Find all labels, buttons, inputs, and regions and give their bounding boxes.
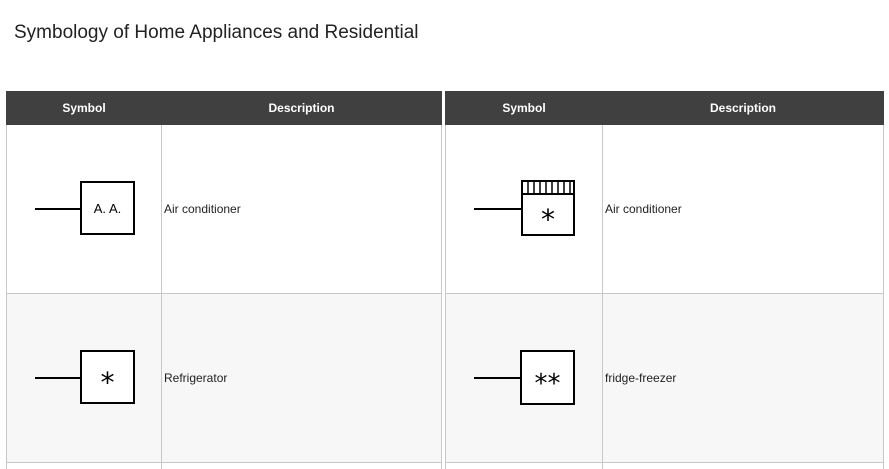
table-header-row — [446, 92, 884, 125]
description-text: Air conditioner — [605, 202, 682, 216]
air-conditioner-aa-symbol-icon — [7, 125, 162, 293]
description-cell — [603, 294, 884, 463]
column-header-symbol: Symbol — [7, 92, 162, 125]
table-row-partial — [7, 463, 442, 469]
table-row-partial — [446, 463, 884, 469]
column-header-symbol: Symbol — [446, 92, 603, 125]
column-header-description: Description — [162, 92, 442, 125]
symbol-cell — [446, 125, 603, 294]
description-text: Refrigerator — [164, 371, 227, 385]
table-header-row — [7, 92, 442, 125]
symbol-cell — [7, 463, 162, 469]
description-cell — [603, 125, 884, 294]
description-cell — [162, 294, 442, 463]
description-text: Air conditioner — [164, 202, 241, 216]
symbol-label: ** — [535, 369, 561, 399]
symbol-label: * — [101, 366, 115, 399]
page-title: Symbology of Home Appliances and Residential — [14, 22, 419, 44]
symbol-cell — [7, 125, 162, 294]
description-text: fridge-freezer — [605, 371, 676, 385]
column-header-description: Description — [603, 92, 884, 125]
symbol-cell — [446, 294, 603, 463]
table-row — [446, 294, 884, 463]
description-cell — [603, 463, 884, 469]
symbol-cell — [446, 463, 603, 469]
table-row — [446, 125, 884, 294]
refrigerator-symbol-icon — [7, 294, 162, 462]
air-conditioner-grille-symbol-icon — [446, 125, 603, 293]
symbol-label: A. A. — [94, 201, 121, 216]
description-cell — [162, 125, 442, 294]
symbol-table-left — [6, 91, 442, 469]
description-cell — [162, 463, 442, 469]
fridge-freezer-symbol-icon — [446, 294, 603, 462]
symbol-table-right — [445, 91, 884, 469]
symbol-cell — [7, 294, 162, 463]
table-row — [7, 294, 442, 463]
symbol-label: * — [541, 203, 555, 236]
table-row — [7, 125, 442, 294]
